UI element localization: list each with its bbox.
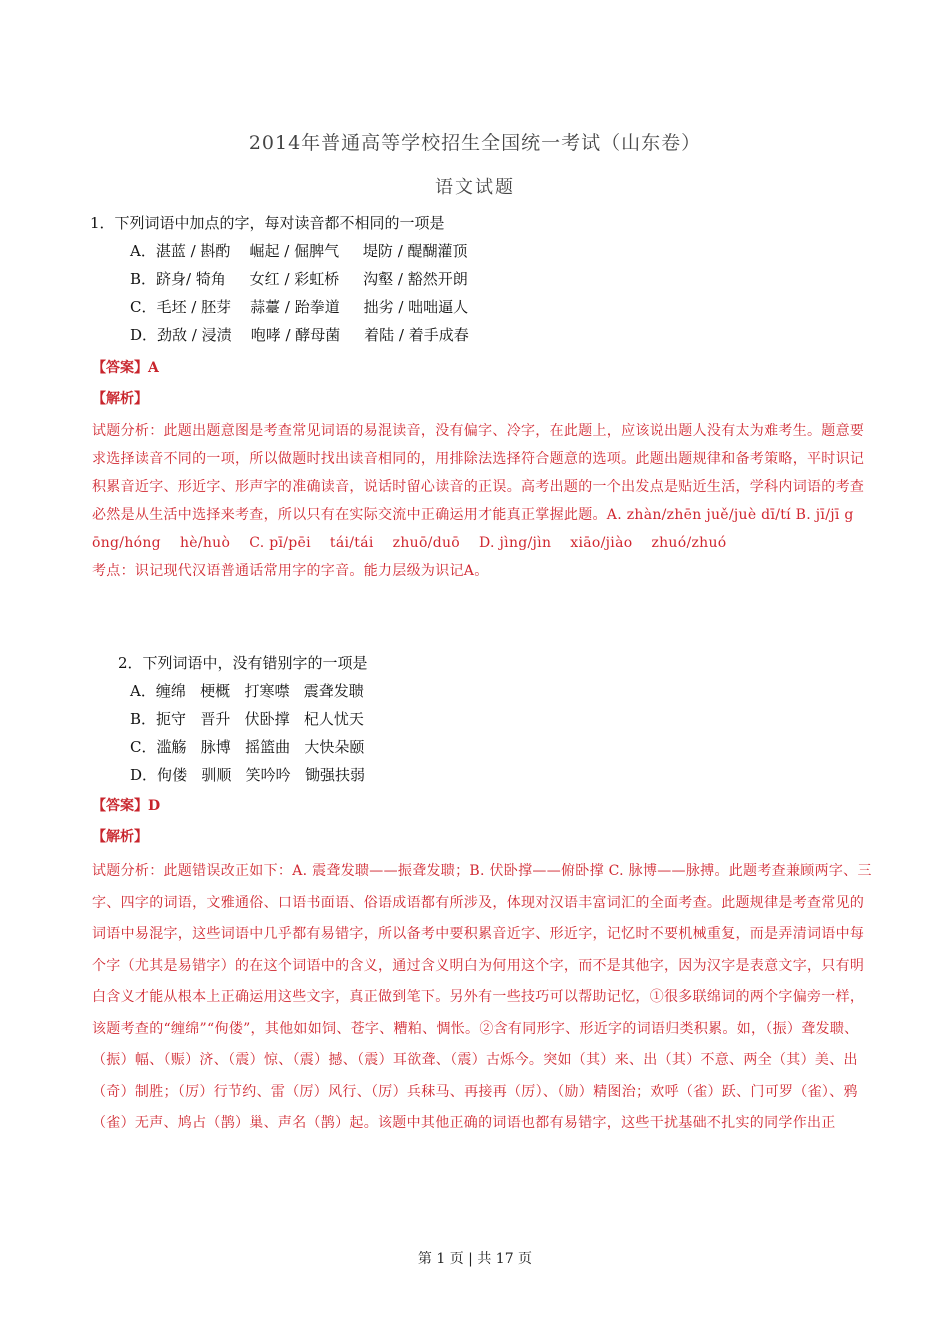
question-2-option-d: D．佝偻 驯顺 笑吟吟 锄强扶弱 [130, 766, 365, 784]
question-2-analysis [92, 856, 872, 1140]
page-title: 2014年普通高等学校招生全国统一考试（山东卷） [248, 132, 702, 154]
question-2-analysis-label: 【解析】 [92, 829, 148, 845]
analysis-pinyin-line: ōng/hóng hè/huò C. pī/pēi tái/tái zhuō/duō D. jìng/jìn xiāo/jiào zhuó/zhuó [92, 535, 727, 551]
question-1-answer: 【答案】A [92, 360, 159, 376]
question-2-stem: 2．下列词语中，没有错别字的一项是 [118, 654, 368, 672]
analysis-paragraph: 试题分析：此题错误改正如下：A. 震聋发聩——振聋发聩；B. 伏卧撑——俯卧撑 C. 脉博——脉搏。此题考查兼顾两字、三字、四字的词语，文雅通俗、口语书面语、俗语成语都有所涉及，体现对汉语丰富词汇的全面考查。此题规律是考查常见的词语中易混字，这些词语中几乎都有易错字，所以备考中要积累音近字、形近字，记忆时不要机械重复，而是弄清词语中每个字（尤其是易错字）的在这个词语中的含义，通过含义明白为何用这个字，而不是其他字，因为汉字是表意文字，只有明白含义才能从根本上正确运用这些文字，真正做到笔下。另外有一些技巧可以帮助记忆，①很多联绵词的两个字偏旁一样，该题考查的“缠绵”“佝偻”，其他如如饲、苍字、糟粕、惆怅。②含有同形字、形近字的词语归类积累。如，（振）聋发聩、（振）幅、（赈）济、（震）惊、（震）撼、（震）耳欲聋、（震）古烁今。突如（其）来、出（其）不意、两全（其）美、出（奇）制胜；（厉）行节约、雷（厉）风行、（厉）兵秣马、再接再（厉）、（励）精图治；欢呼（雀）跃、门可罗（雀）、鸦（雀）无声、鸠占（鹊）巢、声名（鹊）起。该题中其他正确的词语也都有易错字，这些干扰基础不扎实的同学作出正 [92, 863, 872, 1131]
question-2-option-b: B．扼守 晋升 伏卧撑 杞人忧天 [130, 710, 364, 728]
analysis-paragraph: 试题分析：此题出题意图是考查常见词语的易混读音，没有偏字、冷字，在此题上，应该说出题人没有太为难考生。题意要求选择读音不同的一项，所以做题时找出读音相同的，用排除法选择符合题意的选项。此题出题规律和备考策略，平时识记积累音近字、形近字、形声字的准确读音，说话时留心读音的正误。高考出题的一个出发点是贴近生活，学科内词语的考查必然是从生活中选择来考查，所以只有在实际交流中正确运用才能真正掌握此题。A. zhàn/zhēn juě/juè dī/tí B. jī/jī g [92, 423, 865, 523]
question-1-stem: 1．下列词语中加点的字，每对读音都不相同的一项是 [90, 214, 445, 232]
question-1-option-d: D．劲敌 / 浸渍 咆哮 / 酵母菌 着陆 / 着手成春 [130, 326, 469, 344]
question-1-analysis [92, 417, 872, 585]
question-1-option-c: C．毛坯 / 胚芽 蒜薹 / 跆拳道 拙劣 / 咄咄逼人 [130, 298, 469, 316]
question-2-answer: 【答案】D [92, 798, 161, 814]
question-1-option-a: A．湛蓝 / 斟酌 崛起 / 倔脾气 堤防 / 醍醐灌顶 [130, 242, 468, 260]
page-subtitle: 语文试题 [435, 177, 515, 198]
question-1-option-b: B．跻身/ 犄角 女红 / 彩虹桥 沟壑 / 豁然开朗 [130, 270, 468, 288]
question-2-option-c: C．滥觞 脉博 摇篮曲 大快朵颐 [130, 738, 365, 756]
analysis-knowledge-point: 考点：识记现代汉语普通话常用字的字音。能力层级为识记A。 [92, 563, 489, 579]
question-2-option-a: A．缠绵 梗概 打寒噤 震聋发聩 [130, 682, 364, 700]
question-1-analysis-label: 【解析】 [92, 391, 148, 407]
page-footer: 第 1 页 | 共 17 页 [417, 1251, 533, 1267]
